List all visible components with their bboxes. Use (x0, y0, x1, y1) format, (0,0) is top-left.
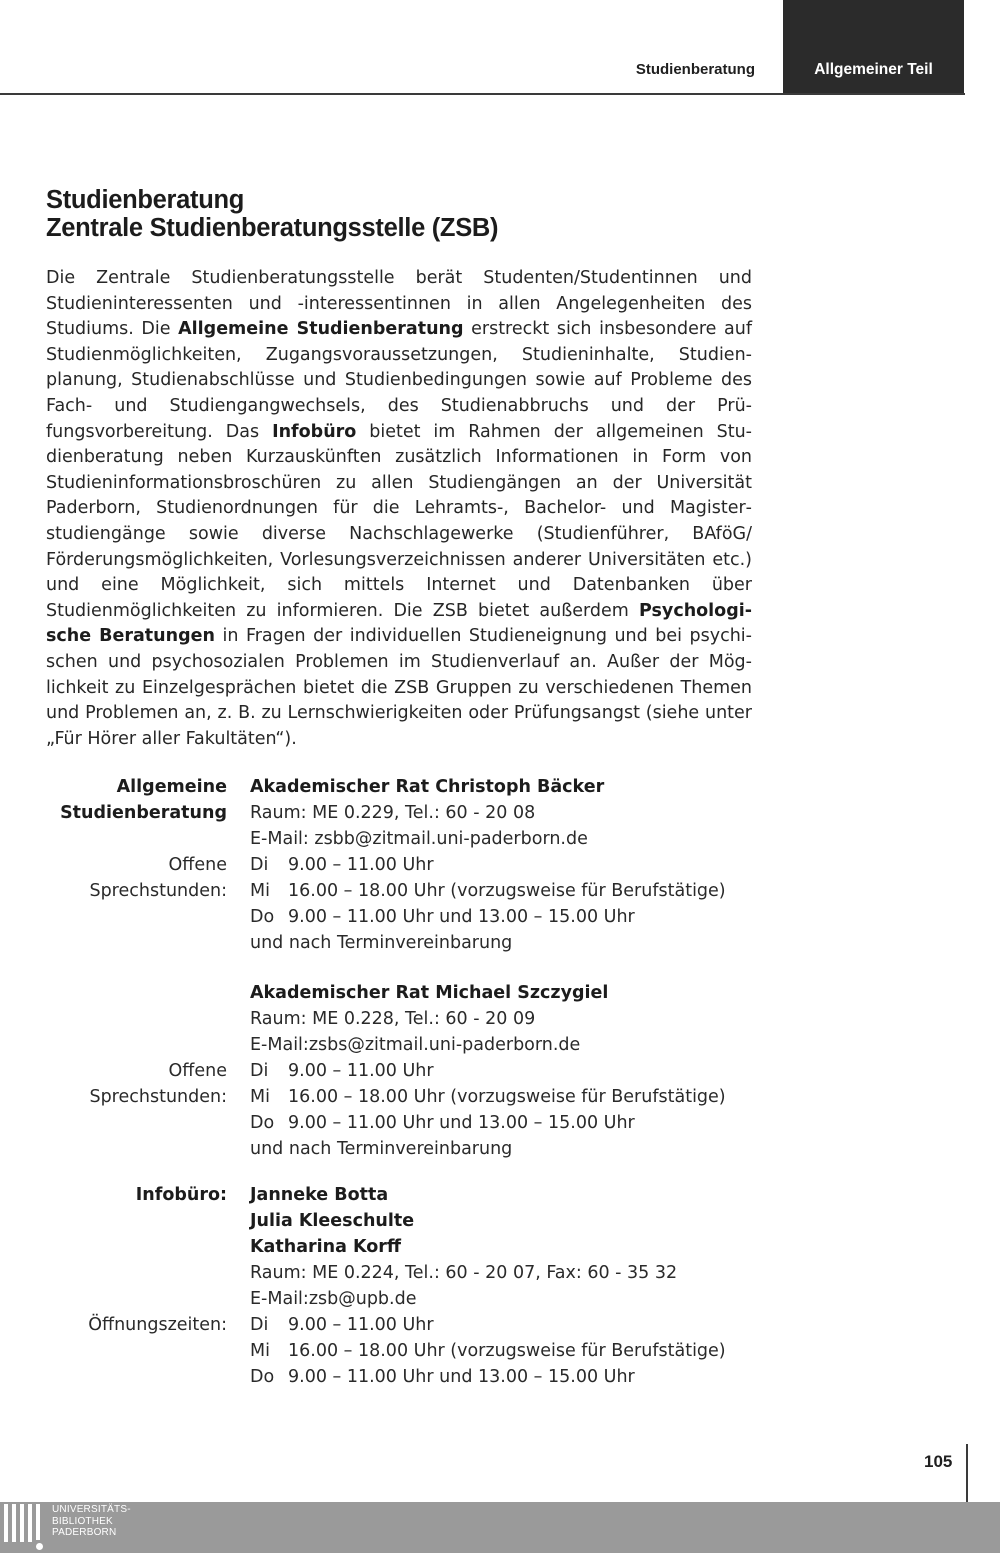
contact-email: E-Mail: zsbb@zitmail.uni-paderborn.de (250, 829, 588, 849)
header-rule (0, 93, 965, 95)
hours-time: 9.00 – 11.00 Uhr (288, 1061, 434, 1081)
hours-time: 16.00 – 18.00 Uhr (vorzugsweise für Berufstätige) (288, 1087, 726, 1107)
hours-note: und nach Terminvereinbarung (250, 1139, 513, 1159)
contact-row (0, 774, 800, 800)
footer-bar (0, 1502, 1000, 1553)
contact-row (0, 1032, 800, 1058)
body-text-part: Die Zentrale Studienberatungsstelle berät Studenten/Studentinnen und Studieninteressenten und -interessentinnen in allen Angelegenheiten des Studiums. Die (46, 268, 752, 340)
contact-row (0, 904, 800, 930)
hours-time: 9.00 – 11.00 Uhr (288, 855, 434, 875)
contact-row (0, 1234, 800, 1260)
hours-time: 9.00 – 11.00 Uhr und 13.00 – 15.00 Uhr (288, 907, 635, 927)
contact-row (0, 878, 800, 904)
library-logo-dot (36, 1543, 43, 1550)
hours-time: 9.00 – 11.00 Uhr und 13.00 – 15.00 Uhr (288, 1367, 635, 1387)
hours-label: Offene (168, 1061, 227, 1081)
contact-row (0, 1364, 800, 1390)
contact-row (0, 1338, 800, 1364)
hours-entry (250, 1312, 434, 1338)
contact-row (0, 1286, 800, 1312)
body-text-part: bietet im Rahmen der allgemeinen Studienberatung neben Kurzauskünften zusätzlich Informationen in Form von Studieninformationsbroschüren zu allen Studiengängen an der Universität Paderborn, Studienordnungen für die Lehramts-, Bachelor- und Magisterstudiengänge sowie diverse Nachschlagewerke (Studienführer, BAföG/ Förderungsmöglichkeiten, Vorlesungsverzeichnissen anderer Universitäten etc.) und eine Möglichkeit, sich mittels Internet und Datenbanken über Studienmöglichkeiten zu informieren. Die ZSB bietet außerdem (46, 421, 752, 621)
hours-day: Do (250, 1113, 275, 1133)
hours-entry (250, 1338, 726, 1364)
hours-entry (250, 1058, 434, 1084)
contact-row (0, 1110, 800, 1136)
hours-note: und nach Terminvereinbarung (250, 933, 513, 953)
contact-row (0, 826, 800, 852)
hours-entry (250, 852, 434, 878)
section-label: Studienberatung (60, 803, 227, 823)
hours-label: Sprechstunden: (89, 1087, 227, 1107)
contact-row (0, 1260, 800, 1286)
page-number: 105 (924, 1452, 953, 1471)
contact-name: Julia Kleeschulte (250, 1211, 415, 1231)
contact-row (0, 852, 800, 878)
hours-time: 9.00 – 11.00 Uhr und 13.00 – 15.00 Uhr (288, 1113, 635, 1133)
contact-name: Akademischer Rat Christoph Bäcker (250, 777, 605, 797)
contact-email: E-Mail:zsbs@zitmail.uni-paderborn.de (250, 1035, 581, 1055)
hours-entry (250, 1084, 726, 1110)
running-header-section: Studienberatung (635, 61, 755, 78)
contact-room: Raum: ME 0.229, Tel.: 60 - 20 08 (250, 803, 536, 823)
body-bold-term: Allgemeine Studienberatung (178, 319, 464, 340)
contact-row (0, 1182, 800, 1208)
contact-row (0, 980, 800, 1006)
contact-name: Katharina Korff (250, 1237, 402, 1257)
contact-row (0, 1208, 800, 1234)
page-title (46, 186, 498, 242)
contact-name: Janneke Botta (250, 1185, 389, 1205)
hours-label: Offene (168, 855, 227, 875)
hours-entry (250, 1364, 635, 1390)
hours-day: Do (250, 907, 275, 927)
contact-row (0, 1058, 800, 1084)
hours-day: Mi (250, 1341, 270, 1361)
hours-label: Öffnungszeiten: (88, 1315, 227, 1335)
hours-time: 16.00 – 18.00 Uhr (vorzugsweise für Berufstätige) (288, 881, 726, 901)
hours-day: Do (250, 1367, 275, 1387)
section-label: Infobüro: (135, 1185, 227, 1205)
running-header-tab (783, 0, 964, 93)
hours-day: Di (250, 1061, 269, 1081)
body-paragraph (46, 266, 752, 752)
library-logo-line2: BIBLIOTHEK (52, 1515, 113, 1527)
contact-name: Akademischer Rat Michael Szczygiel (250, 983, 609, 1003)
page-title-line1: Studienberatung (46, 186, 245, 214)
page-number-rule (966, 1444, 968, 1502)
body-text-part: erstreckt sich insbesondere auf Studienmöglichkeiten, Zugangsvoraussetzungen, Studieninhalte, Studienplanung, Studienabschlüsse und Studienbedingungen sowie auf Probleme des Fach- und Studiengangwechsels, des Studienabbruchs und der Prüfungsvorbereitung. Das (46, 319, 752, 442)
hours-entry (250, 1110, 635, 1136)
contact-email: E-Mail:zsb@upb.de (250, 1289, 417, 1309)
running-header-tab-label: Allgemeiner Teil (814, 61, 933, 78)
contact-row (0, 930, 800, 956)
hours-time: 9.00 – 11.00 Uhr (288, 1315, 434, 1335)
contact-row (0, 800, 800, 826)
contact-row (0, 1084, 800, 1110)
body-bold-term: Psychologische Beratungen (46, 600, 752, 647)
library-logo-line3: PADERBORN (52, 1527, 117, 1538)
library-logo-text (52, 1504, 131, 1539)
contact-room: Raum: ME 0.224, Tel.: 60 - 20 07, Fax: 60 - 35 32 (250, 1263, 678, 1283)
body-bold-term: Infobüro (272, 421, 357, 442)
hours-time: 16.00 – 18.00 Uhr (vorzugsweise für Berufstätige) (288, 1341, 726, 1361)
hours-label: Sprechstunden: (89, 881, 227, 901)
library-logo-line1: UNIVERSITÄTS- (52, 1504, 131, 1515)
hours-entry (250, 904, 635, 930)
contact-room: Raum: ME 0.228, Tel.: 60 - 20 09 (250, 1009, 536, 1029)
contact-row (0, 1312, 800, 1338)
page-title-line2: Zentrale Studienberatungsstelle (ZSB) (46, 214, 499, 242)
hours-day: Di (250, 855, 269, 875)
hours-day: Mi (250, 1087, 270, 1107)
section-label: Allgemeine (116, 777, 227, 797)
hours-day: Di (250, 1315, 269, 1335)
body-text-part: in Fragen der individuellen Studieneignung und bei psychischen und psychosozialen Problemen im Studienverlauf an. Außer der Möglichkeit zu Einzelgesprächen bietet die ZSB Gruppen zu verschiedenen Themen und Problemen an, z. B. zu Lernschwierigkeiten oder Prüfungsangst (siehe unter „Für Hörer aller Fakultäten“). (46, 626, 752, 749)
hours-entry (250, 878, 726, 904)
contact-row (0, 1136, 800, 1162)
contact-row (0, 1006, 800, 1032)
hours-day: Mi (250, 881, 270, 901)
